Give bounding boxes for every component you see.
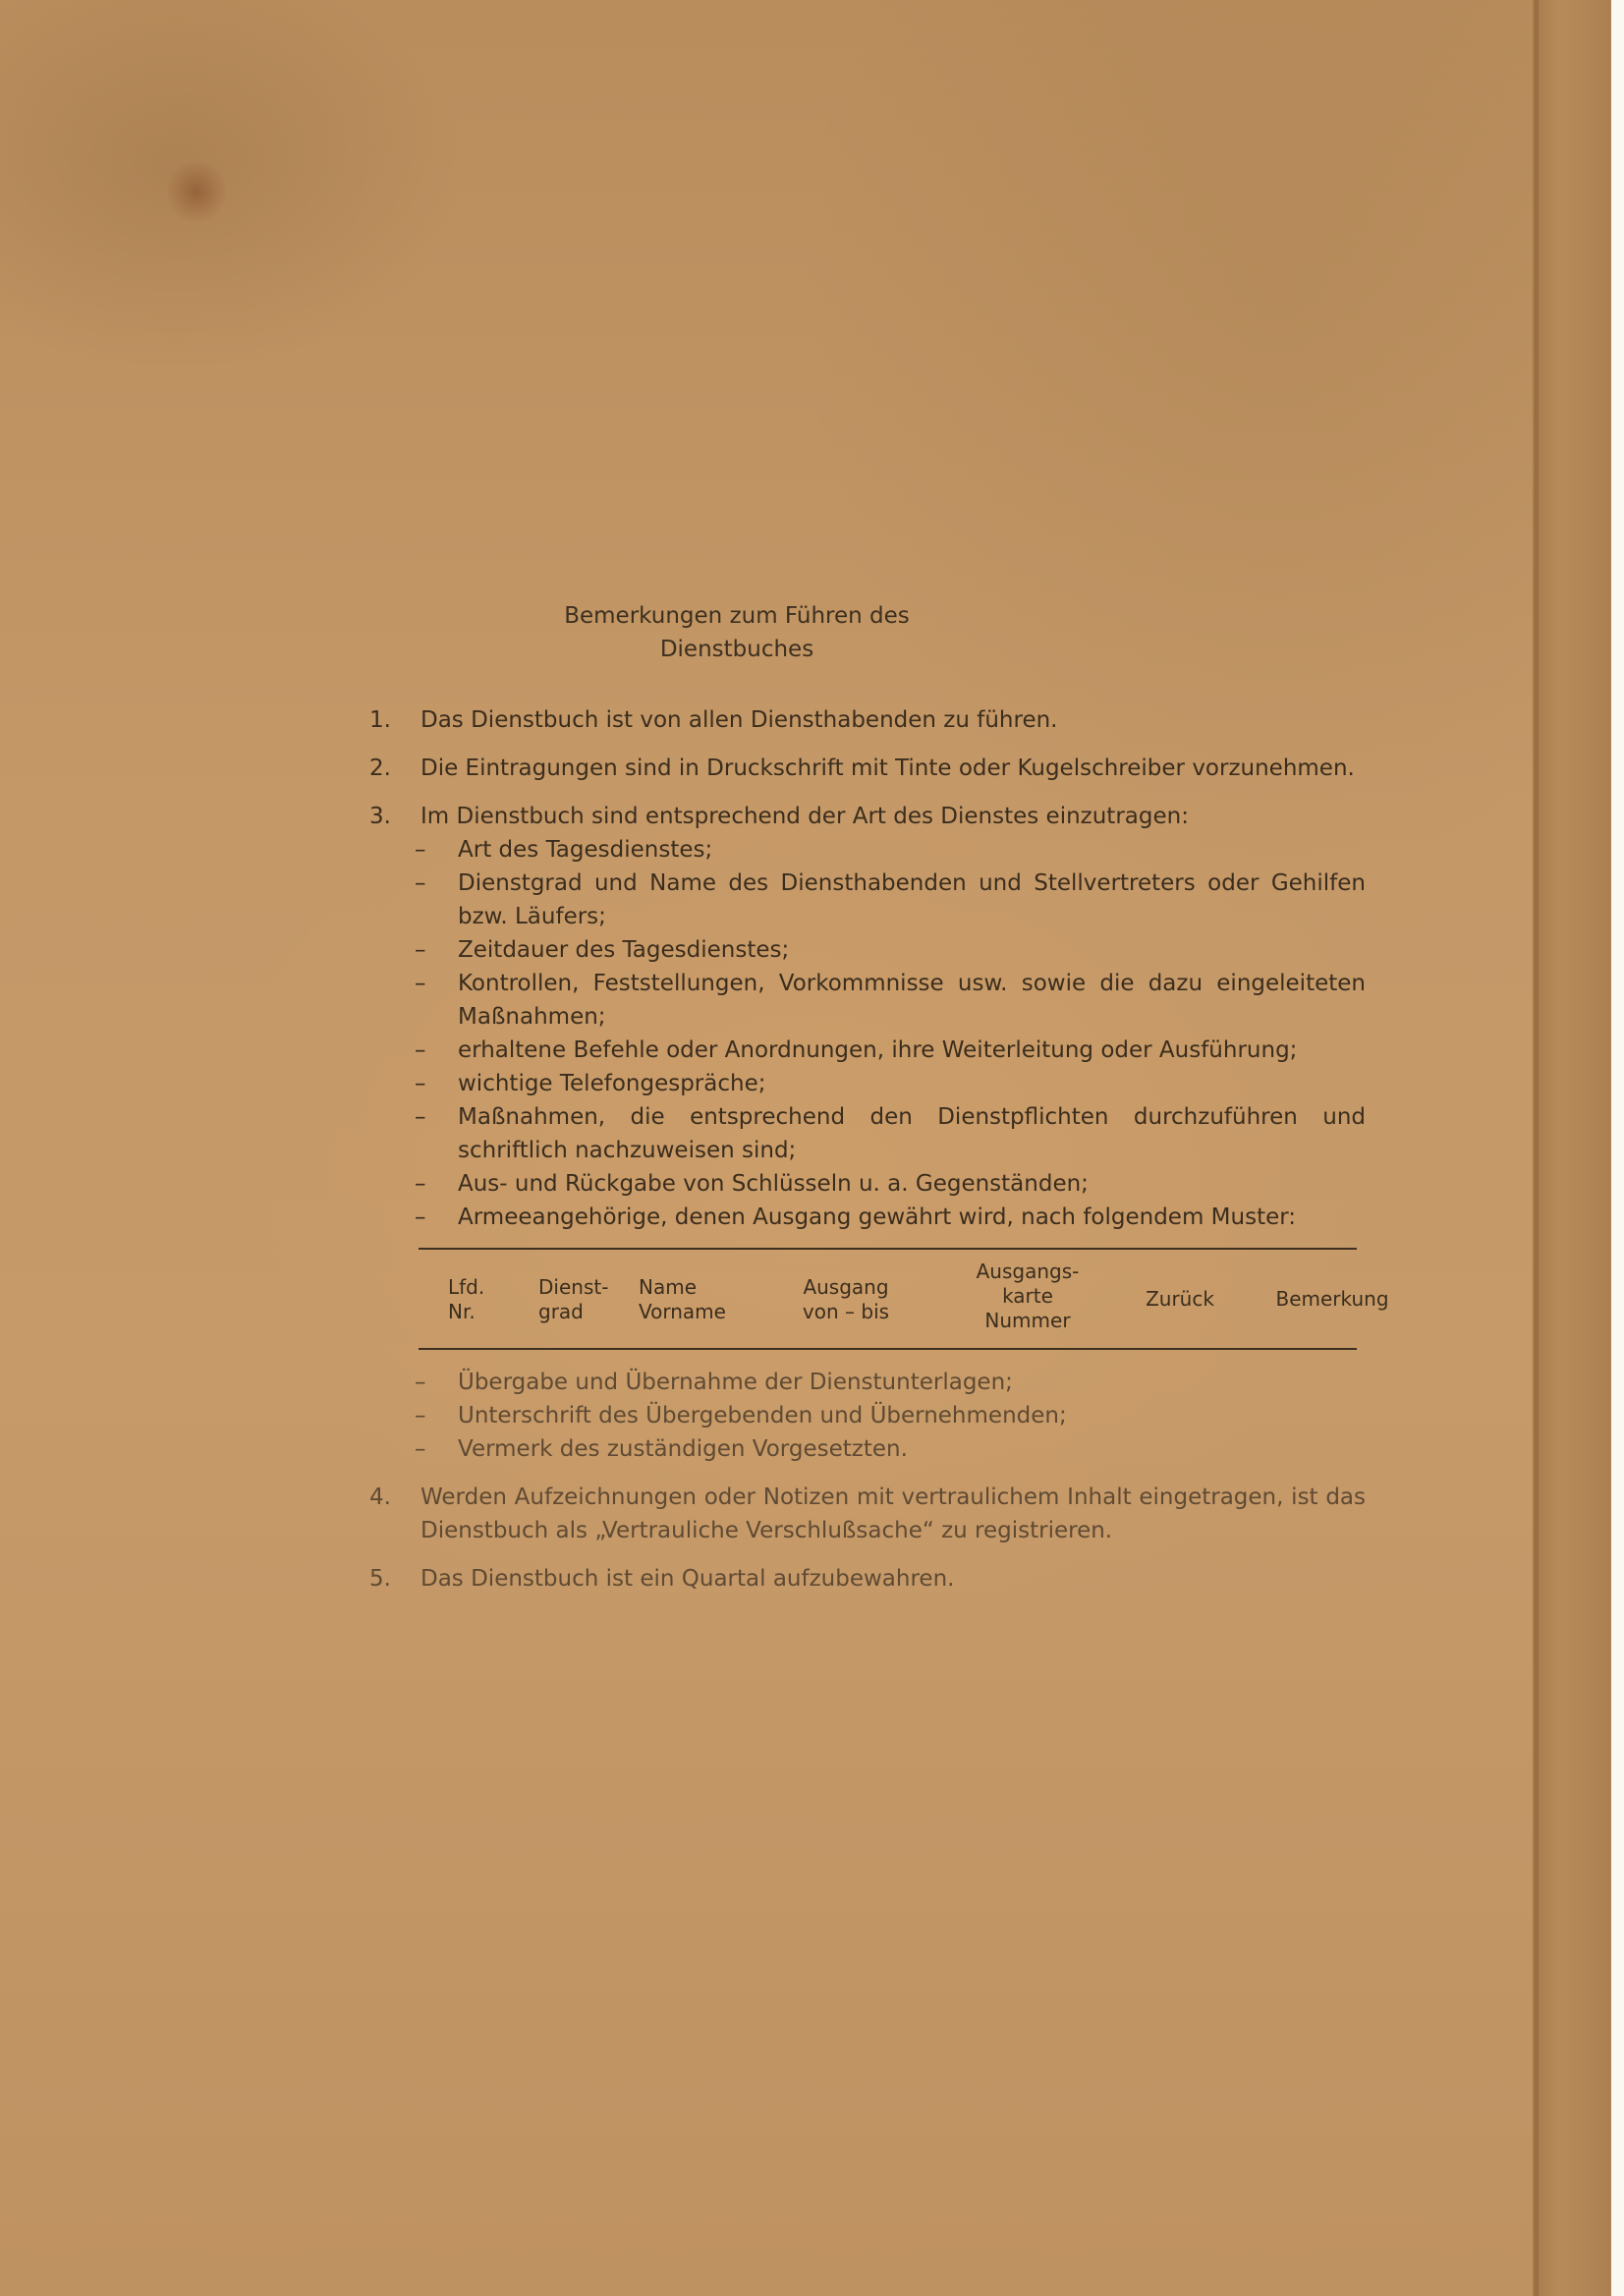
- instructions-block: [364, 599, 1389, 1610]
- column-header-line: Name: [639, 1275, 698, 1299]
- sub-item-text: Art des Tagesdienstes;: [458, 837, 713, 863]
- sub-item-text: Armeeangehörige, denen Ausgang gewährt wird, nach folgendem Muster:: [458, 1204, 1297, 1230]
- sub-item-text: Aus- und Rückgabe von Schlüsseln u. a. Gegenständen;: [458, 1171, 1089, 1197]
- column-header-line: Vorname: [639, 1300, 726, 1323]
- column-header-line: Dienst-: [538, 1275, 609, 1299]
- page-title: Bemerkungen zum Führen des Dienstbuches: [564, 603, 910, 662]
- item-number: 1.: [369, 707, 391, 733]
- item-text: Die Eintragungen sind in Druckschrift mit Tinte oder Kugelschreiber vorzunehmen.: [420, 756, 1355, 781]
- list-item: [364, 1481, 1366, 1547]
- column-header-line: karte: [1002, 1284, 1053, 1308]
- dash-bullet: –: [415, 1171, 426, 1197]
- spine-fold-line: [1535, 0, 1539, 2296]
- sub-item-text: Unterschrift des Übergebenden und Übernehmenden;: [458, 1403, 1067, 1428]
- sublist-b: [415, 1366, 1366, 1466]
- dash-bullet: –: [415, 1370, 426, 1395]
- dash-bullet: –: [415, 870, 426, 896]
- item-text: Werden Aufzeichnungen oder Notizen mit vertraulichem Inhalt eingetragen, ist das Dienstbuch als „Vertrauliche Verschlußsache“ zu registrieren.: [420, 1484, 1366, 1543]
- column-header-name: [639, 1275, 726, 1324]
- stain-mark: [167, 157, 226, 226]
- list-item: [364, 752, 1366, 785]
- sub-item-text: Zeitdauer des Tagesdienstes;: [458, 937, 790, 963]
- item-text: Das Dienstbuch ist von allen Diensthabenden zu führen.: [420, 707, 1058, 733]
- dash-bullet: –: [415, 1403, 426, 1428]
- column-header-line: Bemerkung: [1275, 1287, 1389, 1311]
- column-header-bemerkung: [1263, 1287, 1401, 1312]
- column-header-line: Ausgangs-: [976, 1260, 1080, 1283]
- sub-item-text: wichtige Telefongespräche;: [458, 1071, 766, 1096]
- dash-bullet: –: [415, 1071, 426, 1096]
- sub-item: [415, 1034, 1366, 1067]
- sublist-a: [415, 833, 1366, 1234]
- sub-item: [415, 833, 1366, 867]
- dash-bullet: –: [415, 1204, 426, 1230]
- column-header-ausgangskarte: [969, 1260, 1087, 1333]
- sub-item: [415, 933, 1366, 967]
- list-item: [364, 1562, 1366, 1596]
- column-header-line: Zurück: [1146, 1287, 1214, 1311]
- sub-item: [415, 1201, 1366, 1234]
- sub-item-text: Vermerk des zuständigen Vorgesetzten.: [458, 1436, 908, 1462]
- sample-table-header: [419, 1248, 1389, 1350]
- column-header-line: Nummer: [984, 1309, 1071, 1332]
- sub-item-text: erhaltene Befehle oder Anordnungen, ihre Weiterleitung oder Ausführung;: [458, 1037, 1298, 1063]
- column-header-zurueck: [1106, 1287, 1254, 1312]
- sub-item: [415, 1067, 1366, 1100]
- sub-item-text: Maßnahmen, die entsprechend den Dienstpflichten durchzuführen und schriftlich nachzuweisen sind;: [458, 1104, 1366, 1163]
- column-header-lfd-nr: [448, 1275, 484, 1324]
- column-header-line: Nr.: [448, 1300, 476, 1323]
- sub-item: [415, 1167, 1366, 1201]
- column-header-line: grad: [538, 1300, 584, 1323]
- column-header-ausgang: [792, 1275, 900, 1324]
- list-item: [364, 800, 1366, 833]
- item-number: 4.: [369, 1484, 391, 1510]
- item-number: 2.: [369, 756, 391, 781]
- dash-bullet: –: [415, 1104, 426, 1130]
- dash-bullet: –: [415, 937, 426, 963]
- dash-bullet: –: [415, 1436, 426, 1462]
- item-number: 5.: [369, 1566, 391, 1592]
- item-text: Das Dienstbuch ist ein Quartal aufzubewahren.: [420, 1566, 955, 1592]
- sub-item: [415, 1366, 1366, 1399]
- sub-item: [415, 1100, 1366, 1167]
- item-text: Im Dienstbuch sind entsprechend der Art des Dienstes einzutragen:: [420, 804, 1189, 829]
- dash-bullet: –: [415, 837, 426, 863]
- list-item: [364, 703, 1366, 737]
- sub-item-text: Kontrollen, Feststellungen, Vorkommnisse usw. sowie die dazu eingeleiteten Maßnahmen;: [458, 971, 1366, 1030]
- sub-item-text: Übergabe und Übernahme der Dienstunterlagen;: [458, 1370, 1013, 1395]
- dash-bullet: –: [415, 971, 426, 996]
- sub-item: [415, 867, 1366, 933]
- sub-item: [415, 1432, 1366, 1466]
- item-number: 3.: [369, 804, 391, 829]
- column-header-dienstgrad: [538, 1275, 608, 1324]
- dash-bullet: –: [415, 1037, 426, 1063]
- sub-item-text: Dienstgrad und Name des Diensthabenden und Stellvertreters oder Gehilfen bzw. Läufers;: [458, 870, 1366, 929]
- column-header-line: Lfd.: [448, 1275, 485, 1299]
- sub-item: [415, 967, 1366, 1034]
- sub-item: [415, 1399, 1366, 1432]
- column-header-line: von – bis: [802, 1300, 890, 1323]
- column-header-line: Ausgang: [803, 1275, 889, 1299]
- page-edge: [1611, 0, 1624, 2296]
